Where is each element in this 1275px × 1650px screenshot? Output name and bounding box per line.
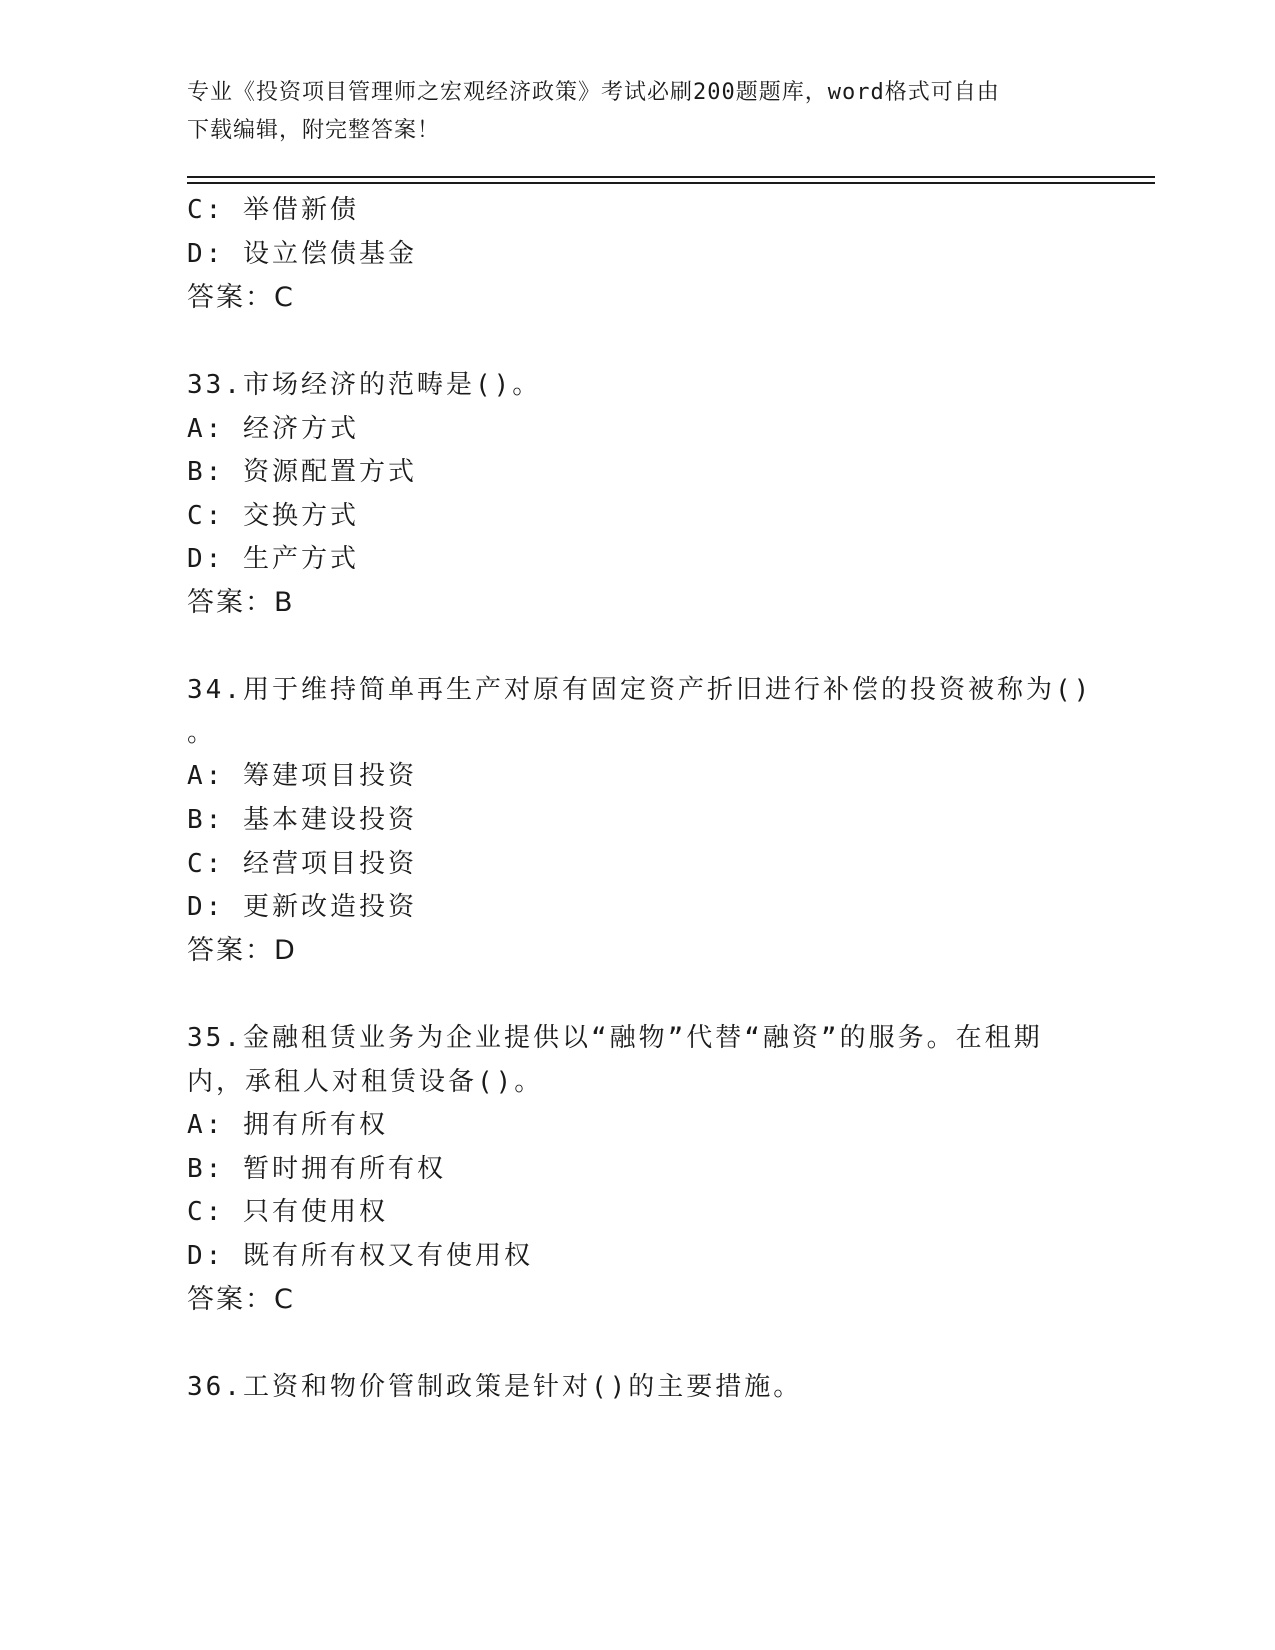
header-divider-bottom [187, 182, 1155, 184]
answer-line: 答案：D [187, 935, 297, 966]
answer-line: 答案：C [187, 282, 295, 313]
option-d: D: 设立偿债基金 [187, 239, 417, 269]
option-c: C: 举借新债 [187, 195, 359, 225]
option-a: A: 经济方式 [187, 414, 359, 444]
option-c: C: 交换方式 [187, 501, 359, 531]
option-c: C: 只有使用权 [187, 1197, 388, 1227]
option-a: A: 拥有所有权 [187, 1110, 388, 1140]
question-34-stem: 34.用于维持简单再生产对原有固定资产折旧进行补偿的投资被称为() [187, 675, 1093, 705]
option-b: B: 基本建设投资 [187, 805, 417, 835]
question-36-stem: 36.工资和物价管制政策是针对()的主要措施。 [187, 1372, 803, 1402]
header-line-1: 专业《投资项目管理师之宏观经济政策》考试必刷200题题库，word格式可自由 [187, 80, 1000, 105]
option-d: D: 生产方式 [187, 544, 359, 574]
header-divider-top [187, 176, 1155, 178]
option-d: D: 既有所有权又有使用权 [187, 1241, 533, 1271]
header-line-2: 下载编辑，附完整答案！ [187, 118, 441, 143]
answer-line: 答案：C [187, 1284, 295, 1315]
option-c: C: 经营项目投资 [187, 849, 417, 879]
option-b: B: 资源配置方式 [187, 457, 417, 487]
answer-line: 答案：B [187, 587, 295, 618]
document-header [187, 74, 1067, 150]
question-35-stem-cont: 内，承租人对租赁设备()。 [187, 1067, 544, 1097]
question-35-stem: 35.金融租赁业务为企业提供以“融物”代替“融资”的服务。在租期 [187, 1023, 1043, 1053]
question-34-stem-cont: 。 [187, 718, 217, 748]
option-b: B: 暂时拥有所有权 [187, 1154, 446, 1184]
option-a: A: 筹建项目投资 [187, 761, 417, 791]
question-33-stem: 33.市场经济的范畴是()。 [187, 370, 542, 400]
option-d: D: 更新改造投资 [187, 892, 417, 922]
